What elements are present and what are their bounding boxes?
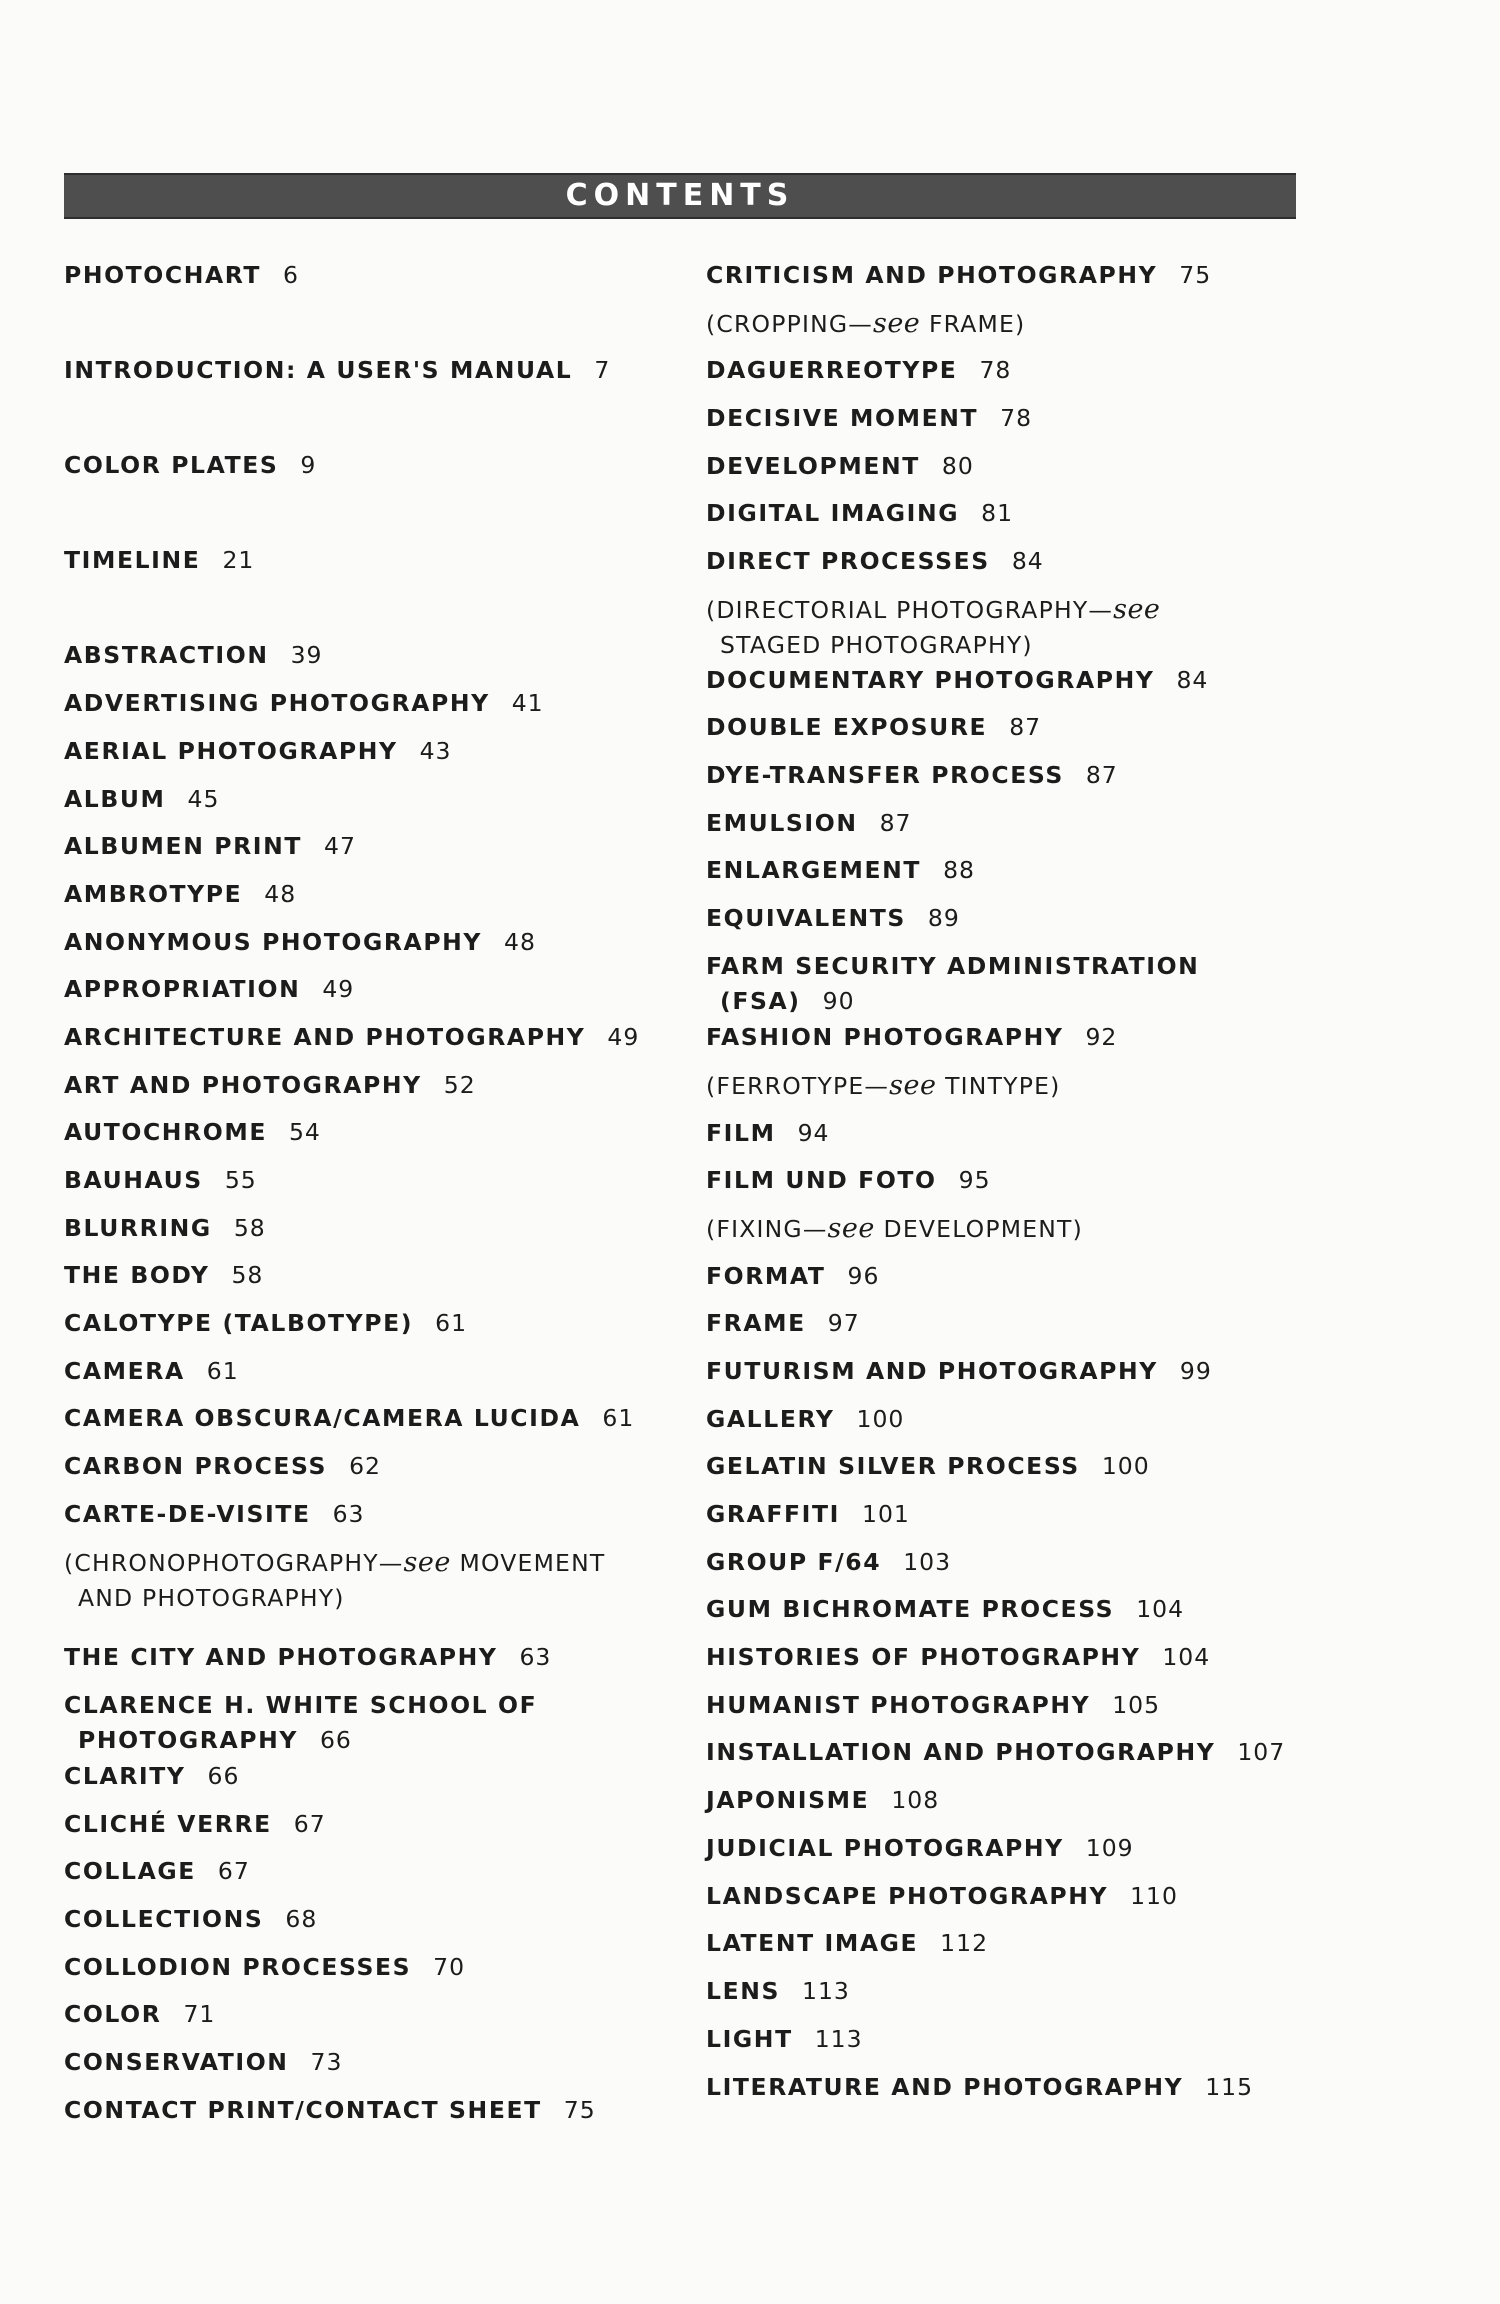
toc-entry xyxy=(706,1259,1306,1294)
page-number: 58 xyxy=(231,1261,264,1289)
entry-title: FUTURISM AND PHOTOGRAPHY xyxy=(706,1357,1158,1385)
entry-title: ADVERTISING PHOTOGRAPHY xyxy=(64,689,490,717)
entry-title-line2: (FSA) xyxy=(720,987,801,1015)
page-number: 67 xyxy=(217,1857,250,1885)
entry-title: PHOTOCHART xyxy=(64,261,262,289)
see-word: see xyxy=(872,308,921,339)
toc-entry xyxy=(706,1592,1306,1627)
toc-entry xyxy=(64,1163,684,1198)
entry-title: GALLERY xyxy=(706,1405,835,1433)
entry-title: FARM SECURITY ADMINISTRATION xyxy=(706,952,1200,980)
page-number: 80 xyxy=(941,452,974,480)
page-number: 100 xyxy=(856,1405,905,1433)
entry-title: APPROPRIATION xyxy=(64,975,301,1003)
toc-entry xyxy=(64,2045,684,2080)
entry-title: LENS xyxy=(706,1977,781,2005)
page-number: 48 xyxy=(264,880,297,908)
cross-reference-text xyxy=(64,1549,605,1577)
page-number: 90 xyxy=(822,987,855,1015)
entry-title: FORMAT xyxy=(706,1262,826,1290)
entry-title: COLLAGE xyxy=(64,1857,196,1885)
page-number: 49 xyxy=(607,1023,640,1051)
xref-continuation: STAGED PHOTOGRAPHY) xyxy=(720,631,1033,659)
page-number: 68 xyxy=(285,1905,318,1933)
toc-entry xyxy=(706,1688,1306,1723)
page-number: 73 xyxy=(310,2048,343,2076)
page-number: 9 xyxy=(300,451,317,479)
toc-entry xyxy=(706,401,1306,436)
page-number: 75 xyxy=(1179,261,1212,289)
toc-entry xyxy=(64,1640,684,1675)
toc-entry xyxy=(706,901,1306,936)
toc-entry xyxy=(64,1807,684,1842)
page-number: 52 xyxy=(443,1071,476,1099)
entry-title: FILM UND FOTO xyxy=(706,1166,937,1194)
page-number: 41 xyxy=(511,689,544,717)
toc-entry xyxy=(64,686,684,721)
toc-entry xyxy=(64,1354,684,1389)
entry-title: ENLARGEMENT xyxy=(706,856,922,884)
entry-title: COLLODION PROCESSES xyxy=(64,1953,412,1981)
toc-entry xyxy=(706,663,1306,698)
page-number: 70 xyxy=(433,1953,466,1981)
toc-entry xyxy=(706,544,1306,579)
entry-title: LATENT IMAGE xyxy=(706,1929,919,1957)
page-number: 63 xyxy=(332,1500,365,1528)
page-number: 104 xyxy=(1162,1643,1211,1671)
toc-entry xyxy=(706,1449,1306,1484)
cross-reference xyxy=(706,1211,1306,1247)
toc-entry xyxy=(706,806,1306,841)
xref-prefix: (CHRONOPHOTOGRAPHY— xyxy=(64,1549,404,1577)
page-number: 95 xyxy=(958,1166,991,1194)
entry-title: AUTOCHROME xyxy=(64,1118,267,1146)
toc-entry xyxy=(64,1997,684,2032)
entry-title: COLLECTIONS xyxy=(64,1905,264,1933)
toc-entry xyxy=(64,2093,684,2128)
page-number: 101 xyxy=(862,1500,910,1528)
xref-target: DEVELOPMENT) xyxy=(874,1215,1083,1243)
toc-entry xyxy=(706,1354,1306,1389)
page-number: 105 xyxy=(1112,1691,1161,1719)
toc-entry xyxy=(706,496,1306,531)
toc-entry xyxy=(706,758,1306,793)
page-number: 96 xyxy=(847,1262,880,1290)
entry-title: CLICHÉ VERRE xyxy=(64,1810,272,1838)
entry-title: DIGITAL IMAGING xyxy=(706,499,960,527)
page-title: CONTENTS xyxy=(565,178,795,213)
entry-title: CONTACT PRINT/CONTACT SHEET xyxy=(64,2096,542,2124)
entry-title: EQUIVALENTS xyxy=(706,904,906,932)
page-number: 97 xyxy=(827,1309,860,1337)
toc-entry xyxy=(64,829,684,864)
toc-entry xyxy=(706,949,1306,1019)
toc-entry xyxy=(706,853,1306,888)
page-number: 78 xyxy=(1000,404,1033,432)
page-number: 61 xyxy=(206,1357,239,1385)
page-number: 87 xyxy=(879,809,912,837)
entry-title: HUMANIST PHOTOGRAPHY xyxy=(706,1691,1091,1719)
toc-entry xyxy=(706,1974,1306,2009)
entry-title: ALBUMEN PRINT xyxy=(64,832,303,860)
entry-title: CAMERA OBSCURA/CAMERA LUCIDA xyxy=(64,1404,581,1432)
toc-entry xyxy=(64,925,684,960)
page-number: 47 xyxy=(324,832,356,860)
page-number: 75 xyxy=(563,2096,596,2124)
entry-title: DECISIVE MOMENT xyxy=(706,404,979,432)
toc-entry xyxy=(64,1688,684,1758)
page-number: 21 xyxy=(222,546,255,574)
entry-title: BAUHAUS xyxy=(64,1166,203,1194)
contents-banner xyxy=(64,173,1296,219)
entry-title: ANONYMOUS PHOTOGRAPHY xyxy=(64,928,483,956)
entry-title: GRAFFITI xyxy=(706,1500,840,1528)
entry-title: THE CITY AND PHOTOGRAPHY xyxy=(64,1643,498,1671)
cross-reference-text xyxy=(706,1215,1083,1243)
entry-title-line2: PHOTOGRAPHY xyxy=(78,1726,298,1754)
entry-title: ALBUM xyxy=(64,785,166,813)
toc-entry xyxy=(706,1735,1306,1770)
page-number: 94 xyxy=(797,1119,830,1147)
entry-title: ABSTRACTION xyxy=(64,641,269,669)
page-number: 78 xyxy=(979,356,1012,384)
toc-entry xyxy=(64,1401,684,1436)
entry-title: INTRODUCTION: A USER'S MANUAL xyxy=(64,356,573,384)
entry-title: LANDSCAPE PHOTOGRAPHY xyxy=(706,1882,1109,1910)
entry-title: FRAME xyxy=(706,1309,806,1337)
page-number: 112 xyxy=(940,1929,989,1957)
page-number: 87 xyxy=(1085,761,1118,789)
page-number: 58 xyxy=(233,1214,266,1242)
toc-entry xyxy=(64,1115,684,1150)
page-number: 84 xyxy=(1176,666,1209,694)
entry-title: DOUBLE EXPOSURE xyxy=(706,713,988,741)
page-number: 43 xyxy=(419,737,452,765)
entry-title: JAPONISME xyxy=(706,1786,870,1814)
page-number: 113 xyxy=(802,1977,850,2005)
entry-title: DEVELOPMENT xyxy=(706,452,920,480)
entry-title: DIRECT PROCESSES xyxy=(706,547,990,575)
page-number: 63 xyxy=(519,1643,552,1671)
xref-target: TINTYPE) xyxy=(936,1072,1061,1100)
toc-entry xyxy=(64,448,684,483)
cross-reference xyxy=(706,1068,1306,1104)
toc-entry xyxy=(64,1258,684,1293)
toc-entry xyxy=(64,1306,684,1341)
xref-target: FRAME) xyxy=(920,310,1026,338)
toc-entry xyxy=(64,1020,684,1055)
page-number: 39 xyxy=(290,641,323,669)
xref-continuation: AND PHOTOGRAPHY) xyxy=(78,1584,345,1612)
page-number: 108 xyxy=(891,1786,940,1814)
entry-title: CONSERVATION xyxy=(64,2048,289,2076)
page-number: 66 xyxy=(207,1762,240,1790)
entry-title: CAMERA xyxy=(64,1357,185,1385)
page-number: 115 xyxy=(1205,2073,1254,2101)
entry-title-continuation xyxy=(706,984,1306,1019)
toc-entry xyxy=(64,1497,684,1532)
toc-entry xyxy=(706,449,1306,484)
toc-entry xyxy=(64,1211,684,1246)
xref-prefix: (FIXING— xyxy=(706,1215,828,1243)
page-number: 113 xyxy=(814,2025,863,2053)
entry-title: GROUP F/64 xyxy=(706,1548,882,1576)
toc-entry xyxy=(64,353,684,388)
entry-title: GELATIN SILVER PROCESS xyxy=(706,1452,1080,1480)
toc-entry xyxy=(706,2070,1306,2105)
toc-entry xyxy=(706,1640,1306,1675)
page-number: 104 xyxy=(1136,1595,1185,1623)
see-word: see xyxy=(889,1070,937,1101)
page-number: 110 xyxy=(1130,1882,1178,1910)
toc-entry xyxy=(706,1831,1306,1866)
entry-title: CLARITY xyxy=(64,1762,186,1790)
page-number: 67 xyxy=(293,1810,326,1838)
page-number: 103 xyxy=(903,1548,952,1576)
entry-title: EMULSION xyxy=(706,809,858,837)
entry-title: FASHION PHOTOGRAPHY xyxy=(706,1023,1064,1051)
toc-entry xyxy=(706,258,1306,293)
page-number: 6 xyxy=(283,261,299,289)
xref-prefix: (FERROTYPE— xyxy=(706,1072,890,1100)
entry-title: CLARENCE H. WHITE SCHOOL OF xyxy=(64,1691,538,1719)
toc-entry xyxy=(706,1306,1306,1341)
cross-reference-text xyxy=(706,596,1160,624)
cross-reference xyxy=(706,306,1306,342)
toc-entry xyxy=(64,1854,684,1889)
toc-entry xyxy=(706,1879,1306,1914)
toc-entry xyxy=(64,877,684,912)
toc-entry xyxy=(64,782,684,817)
toc-entry xyxy=(64,1902,684,1937)
page-number: 107 xyxy=(1237,1738,1286,1766)
entry-title: AMBROTYPE xyxy=(64,880,243,908)
see-word: see xyxy=(827,1213,875,1244)
see-word: see xyxy=(1113,594,1161,625)
entry-title: CALOTYPE (TALBOTYPE) xyxy=(64,1309,414,1337)
toc-entry xyxy=(64,1449,684,1484)
entry-title: GUM BICHROMATE PROCESS xyxy=(706,1595,1115,1623)
entry-title: BLURRING xyxy=(64,1214,212,1242)
entry-title-continuation xyxy=(64,1723,684,1758)
entry-title: THE BODY xyxy=(64,1261,210,1289)
entry-title: COLOR PLATES xyxy=(64,451,279,479)
page-number: 109 xyxy=(1085,1834,1134,1862)
entry-title: LIGHT xyxy=(706,2025,793,2053)
toc-entry xyxy=(706,1116,1306,1151)
entry-title: DYE-TRANSFER PROCESS xyxy=(706,761,1064,789)
toc-entry xyxy=(706,2022,1306,2057)
toc-entry xyxy=(706,353,1306,388)
toc-entry xyxy=(64,638,684,673)
entry-title: JUDICIAL PHOTOGRAPHY xyxy=(706,1834,1064,1862)
toc-entry xyxy=(706,1545,1306,1580)
page-number: 88 xyxy=(943,856,975,884)
page-number: 49 xyxy=(322,975,355,1003)
page-number: 89 xyxy=(927,904,960,932)
toc-entry xyxy=(706,1163,1306,1198)
toc-entry xyxy=(706,1783,1306,1818)
page-number: 48 xyxy=(504,928,536,956)
page-number: 84 xyxy=(1011,547,1044,575)
toc-entry xyxy=(64,1950,684,1985)
toc-entry xyxy=(64,734,684,769)
toc-entry xyxy=(706,710,1306,745)
toc-entry xyxy=(706,1020,1306,1055)
cross-reference xyxy=(706,592,1306,663)
page-number: 61 xyxy=(602,1404,635,1432)
page-number: 100 xyxy=(1101,1452,1150,1480)
page-number: 81 xyxy=(981,499,1014,527)
entry-title: TIMELINE xyxy=(64,546,201,574)
entry-title: INSTALLATION AND PHOTOGRAPHY xyxy=(706,1738,1216,1766)
toc-entry xyxy=(706,1402,1306,1437)
toc-entry xyxy=(706,1497,1306,1532)
entry-title: FILM xyxy=(706,1119,776,1147)
page-number: 71 xyxy=(183,2000,216,2028)
page-number: 55 xyxy=(224,1166,257,1194)
entry-title: DOCUMENTARY PHOTOGRAPHY xyxy=(706,666,1155,694)
page-number: 66 xyxy=(319,1726,352,1754)
entry-title: CARTE-DE-VISITE xyxy=(64,1500,311,1528)
xref-prefix: (CROPPING— xyxy=(706,310,873,338)
entry-title: COLOR xyxy=(64,2000,162,2028)
toc-entry xyxy=(64,972,684,1007)
see-word: see xyxy=(403,1547,451,1578)
page-number: 99 xyxy=(1179,1357,1212,1385)
entry-title: LITERATURE AND PHOTOGRAPHY xyxy=(706,2073,1184,2101)
page-number: 92 xyxy=(1085,1023,1118,1051)
page-number: 62 xyxy=(349,1452,381,1480)
page-number: 54 xyxy=(288,1118,321,1146)
toc-entry xyxy=(706,1926,1306,1961)
page-number: 61 xyxy=(435,1309,468,1337)
toc-entry xyxy=(64,1068,684,1103)
cross-reference-text xyxy=(706,1072,1061,1100)
toc-entry xyxy=(64,1759,684,1794)
entry-title: ARCHITECTURE AND PHOTOGRAPHY xyxy=(64,1023,586,1051)
entry-title: DAGUERREOTYPE xyxy=(706,356,958,384)
toc-entry xyxy=(64,258,684,293)
entry-title: CRITICISM AND PHOTOGRAPHY xyxy=(706,261,1158,289)
toc-entry xyxy=(64,543,684,578)
page-number: 45 xyxy=(187,785,220,813)
xref-target: MOVEMENT xyxy=(450,1549,606,1577)
cross-reference xyxy=(64,1545,684,1616)
entry-title: CARBON PROCESS xyxy=(64,1452,328,1480)
xref-prefix: (DIRECTORIAL PHOTOGRAPHY— xyxy=(706,596,1114,624)
page-number: 7 xyxy=(594,356,611,384)
entry-title: ART AND PHOTOGRAPHY xyxy=(64,1071,422,1099)
page-number: 87 xyxy=(1009,713,1042,741)
cross-reference-text xyxy=(706,310,1025,338)
entry-title: HISTORIES OF PHOTOGRAPHY xyxy=(706,1643,1141,1671)
entry-title: AERIAL PHOTOGRAPHY xyxy=(64,737,398,765)
